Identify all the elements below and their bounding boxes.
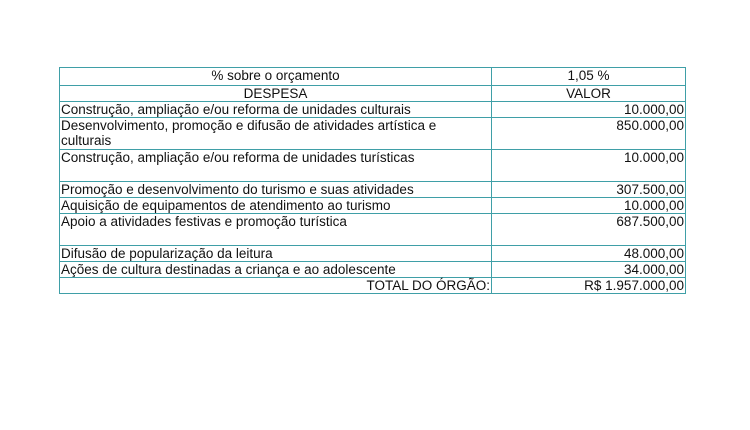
value-cell: 10.000,00	[492, 198, 686, 214]
table-row	[60, 182, 686, 198]
table-row	[60, 198, 686, 214]
budget-percent-row	[60, 68, 686, 86]
column-header-value: VALOR	[492, 86, 686, 102]
expense-cell: Ações de cultura destinadas a criança e ao adolescente	[60, 262, 492, 278]
total-label: TOTAL DO ÓRGÃO:	[60, 278, 492, 294]
budget-table	[59, 67, 686, 294]
expense-cell: Construção, ampliação e/ou reforma de unidades turísticas	[60, 150, 492, 182]
budget-percent-label: % sobre o orçamento	[60, 68, 492, 86]
expense-cell: Promoção e desenvolvimento do turismo e suas atividades	[60, 182, 492, 198]
column-header-expense: DESPESA	[60, 86, 492, 102]
expense-cell: Desenvolvimento, promoção e difusão de atividades artística e culturais	[60, 118, 492, 150]
table-row	[60, 118, 686, 150]
value-cell: 34.000,00	[492, 262, 686, 278]
budget-percent-value: 1,05 %	[492, 68, 686, 86]
table-row	[60, 246, 686, 262]
expense-cell: Construção, ampliação e/ou reforma de unidades culturais	[60, 102, 492, 118]
table-row	[60, 150, 686, 182]
value-cell: 307.500,00	[492, 182, 686, 198]
column-header-row	[60, 86, 686, 102]
expense-cell: Aquisição de equipamentos de atendimento ao turismo	[60, 198, 492, 214]
value-cell: 48.000,00	[492, 246, 686, 262]
expense-cell: Difusão de popularização da leitura	[60, 246, 492, 262]
value-cell: 850.000,00	[492, 118, 686, 150]
total-value: R$ 1.957.000,00	[492, 278, 686, 294]
expense-cell: Apoio a atividades festivas e promoção turística	[60, 214, 492, 246]
value-cell: 687.500,00	[492, 214, 686, 246]
table-row	[60, 214, 686, 246]
value-cell: 10.000,00	[492, 102, 686, 118]
total-row	[60, 278, 686, 294]
table-row	[60, 102, 686, 118]
value-cell: 10.000,00	[492, 150, 686, 182]
table-row	[60, 262, 686, 278]
